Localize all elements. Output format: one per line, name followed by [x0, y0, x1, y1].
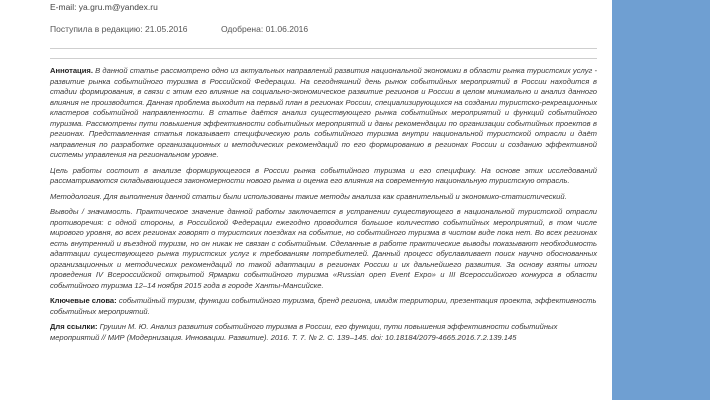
keywords-text: событийный туризм, функции событийного туризма, бренд региона, имидж территории, презентация проекта, эффективность событийных мероприятий.	[50, 296, 597, 316]
side-color-bar	[612, 0, 710, 400]
abstract-paragraph-1	[50, 66, 597, 161]
abstract-paragraph-3: Методология. Для выполнения данной статьи были использованы такие методы анализа как сравнительный и экономико-статистический.	[50, 191, 567, 201]
divider-bottom	[50, 58, 597, 59]
citation-text: Грушин М. Ю. Анализ развития событийного туризма в России, его функции, пути повышения эффективности событийных мероприятий // МИР (Модернизация. Инновации. Развитие). 2016. Т. 7. № 2. С. 139–145. doi: 10.18184/2079-4665.2016.7.2.139.145	[50, 322, 558, 342]
citation-heading: Для ссылки:	[50, 322, 98, 331]
accepted-date: Одобрена: 01.06.2016	[221, 24, 309, 34]
keywords-heading: Ключевые слова:	[50, 296, 117, 305]
received-date: Поступила в редакцию: 21.05.2016	[50, 24, 188, 34]
abstract-paragraph-4: Выводы / значимость. Практическое значение данной работы заключается в устранении существующего в национальной туристской отрасли противоречия: с одной стороны, в Российской Федерации ежегодно проводится большое количество событийных мероприятий, в том числе мирового уровня, во всех регионах говорят о туристских поездках на событие, но событийного туризма в чистом виде пока нет. Во всех регионах есть внутренний и въездной туризм, но он никак не связан с событийным. Сделанные в работе практические выводы показывают необходимость адаптации существующего рынка туристских услуг к требованиям потребителей. Данный процесс обуславливает поиск научно обоснованных организационных и методических рекомендаций по такой адаптации в регионах России и их дальнейшего развития. За основу взяты итоги проведения IV Всероссийской открытой Ярмарки событийного туризма «Russian open Event Expo» и III Всероссийского конкурса в области событийного туризма 12–14 ноября 2015 года в городе Ханты-Мансийске.	[50, 207, 597, 290]
author-email: E-mail: ya.gru.m@yandex.ru	[50, 2, 158, 12]
abstract-paragraph-2: Цель работы состоит в анализе формирующегося в России рынка событийного туризма и его специфику. На основе этих исследований рассматриваются складывающиеся закономерности нового рынка и оценка его влияния на современную национальную туристскую отрасль.	[50, 165, 597, 185]
abstract-heading: Аннотация.	[50, 66, 93, 75]
article-dates	[50, 24, 309, 34]
citation	[50, 322, 597, 343]
abstract-text-1: В данной статье рассмотрено одно из актуальных направлений развития национальной экономики в области рынка туристских услуг - развитие рынка событийного туризма в Российской Федерации. На сегодняшний день рынок событийных мероприятий в России находится в стадии формирования, в связи с этим его влияние на социально-экономическое развитие регионов и России в целом минимально и анализ данного влияния не производится. Данная проблема выходит на первый план в регионах России, специализирующихся на создании туристско-рекреационных кластеров событийной направленности. В статье даётся анализ существующего рынка событийных мероприятий и функций событийного туризма. Рассмотрены пути повышения эффективности событийных мероприятий и даны рекомендации по организации событийных проектов в регионах. Представленная статья показывает специфическую роль событийного туризма внутри национальной туристской отрасли и даёт направления по разработке организационных и методических рекомендаций по его формированию в регионах России и созданию эффективной системы управления на региональном уровне.	[50, 66, 597, 159]
divider-top	[50, 48, 597, 49]
abstract-block	[50, 66, 597, 348]
keywords	[50, 296, 597, 317]
